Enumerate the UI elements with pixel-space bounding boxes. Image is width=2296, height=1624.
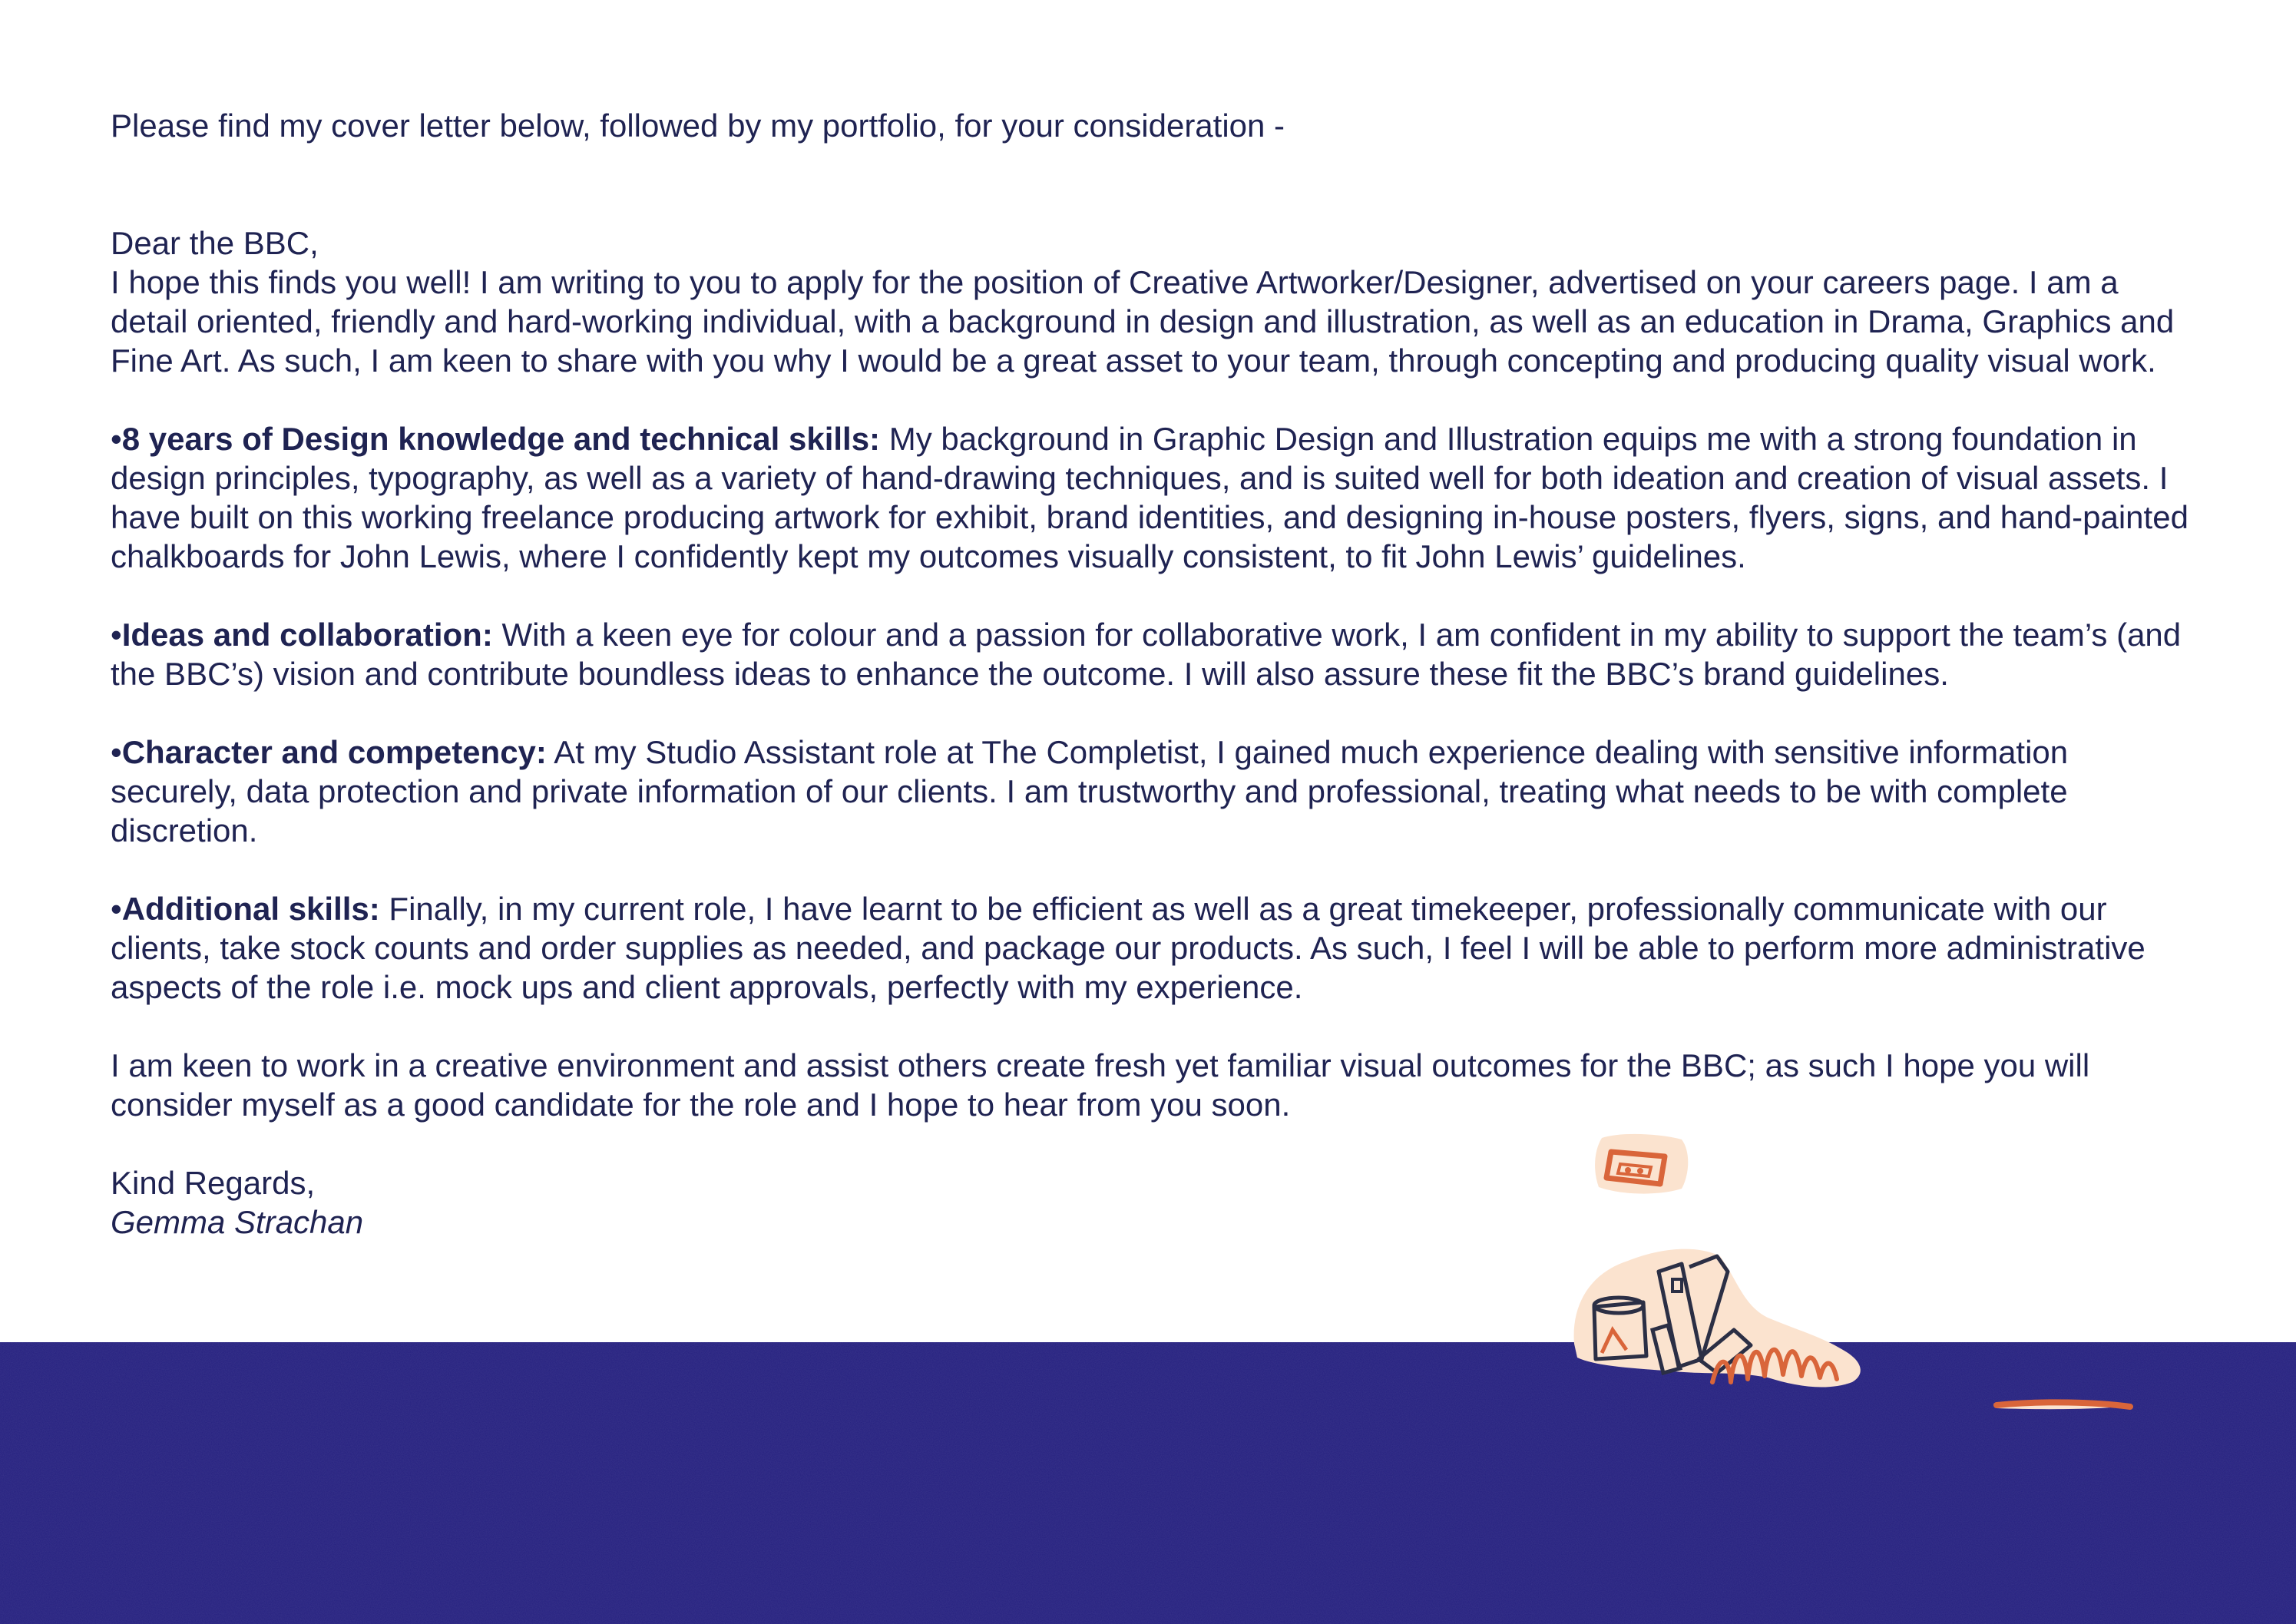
cassette-doodle-icon [1595, 1134, 1688, 1194]
bullet: • [111, 734, 122, 770]
point-body: Finally, in my current role, I have learnt to be efficient as well as a great timekeeper, professionally communicate with our clients, take stock counts and order supplies as needed, and package our products. As such, I feel I will be able to perform more administrative aspects of the role i.e. mock ups and client approvals, perfectly with my experience. [111, 891, 2145, 1005]
opening-paragraph: I hope this finds you well! I am writing to you to apply for the position of Creative Artworker/Designer, advertised on your careers page. I am a detail oriented, friendly and hard-working individual, with a background in design and illustration, as well as an education in Drama, Graphics and Fine Art. As such, I am keen to share with you why I would be a great asset to your team, through concepting and producing quality visual work. [111, 264, 2175, 379]
point-body: At my Studio Assistant role at The Completist, I gained much experience dealing with sensitive information securely, data protection and private information of our clients. I am trustworthy and professional, treating what needs to be with complete discretion. [111, 734, 2069, 848]
skill-point-design [111, 419, 2199, 576]
doodle-illustrations [1567, 1129, 2196, 1451]
salutation: Dear the BBC, [111, 225, 319, 261]
point-title: Ideas and collaboration: [121, 617, 493, 653]
closing-paragraph: I am keen to work in a creative environment and assist others create fresh yet familiar visual outcomes for the BBC; as such I hope you will consider myself as a good candidate for the role and I hope to hear from you soon. [111, 1047, 2090, 1123]
bullet: • [111, 617, 122, 653]
signoff: Kind Regards, [111, 1165, 316, 1201]
point-title: Character and competency: [121, 734, 547, 770]
bullet: • [111, 421, 122, 457]
skill-point-additional [111, 889, 2199, 1007]
point-body: With a keen eye for colour and a passion for collaborative work, I am confident in my ability to support the team’s (and the BBC’s) vision and contribute boundless ideas to enhance the outcome. I will also assure these fit the BBC’s brand guidelines. [111, 617, 2182, 692]
point-title: 8 years of Design knowledge and technical skills: [121, 421, 881, 457]
bullet: • [111, 891, 122, 927]
cover-letter [111, 106, 2199, 1242]
intro-line: Please find my cover letter below, followed by my portfolio, for your consideration - [111, 107, 1285, 144]
signature: Gemma Strachan [111, 1204, 364, 1240]
point-body: My background in Graphic Design and Illustration equips me with a strong foundation in design principles, typography, as well as a variety of hand-drawing techniques, and is suited well for both ideation and creation of visual assets. I have built on this working freelance producing artwork for exhibit, brand identities, and designing in-house posters, flyers, signs, and hand-painted chalkboards for John Lewis, where I confidently kept my outcomes visually consistent, to fit John Lewis’ guidelines. [111, 421, 2188, 574]
point-title: Additional skills: [121, 891, 380, 927]
skill-point-collaboration [111, 615, 2199, 693]
underline-stroke-icon [1993, 1400, 2132, 1409]
skill-point-character [111, 733, 2199, 850]
